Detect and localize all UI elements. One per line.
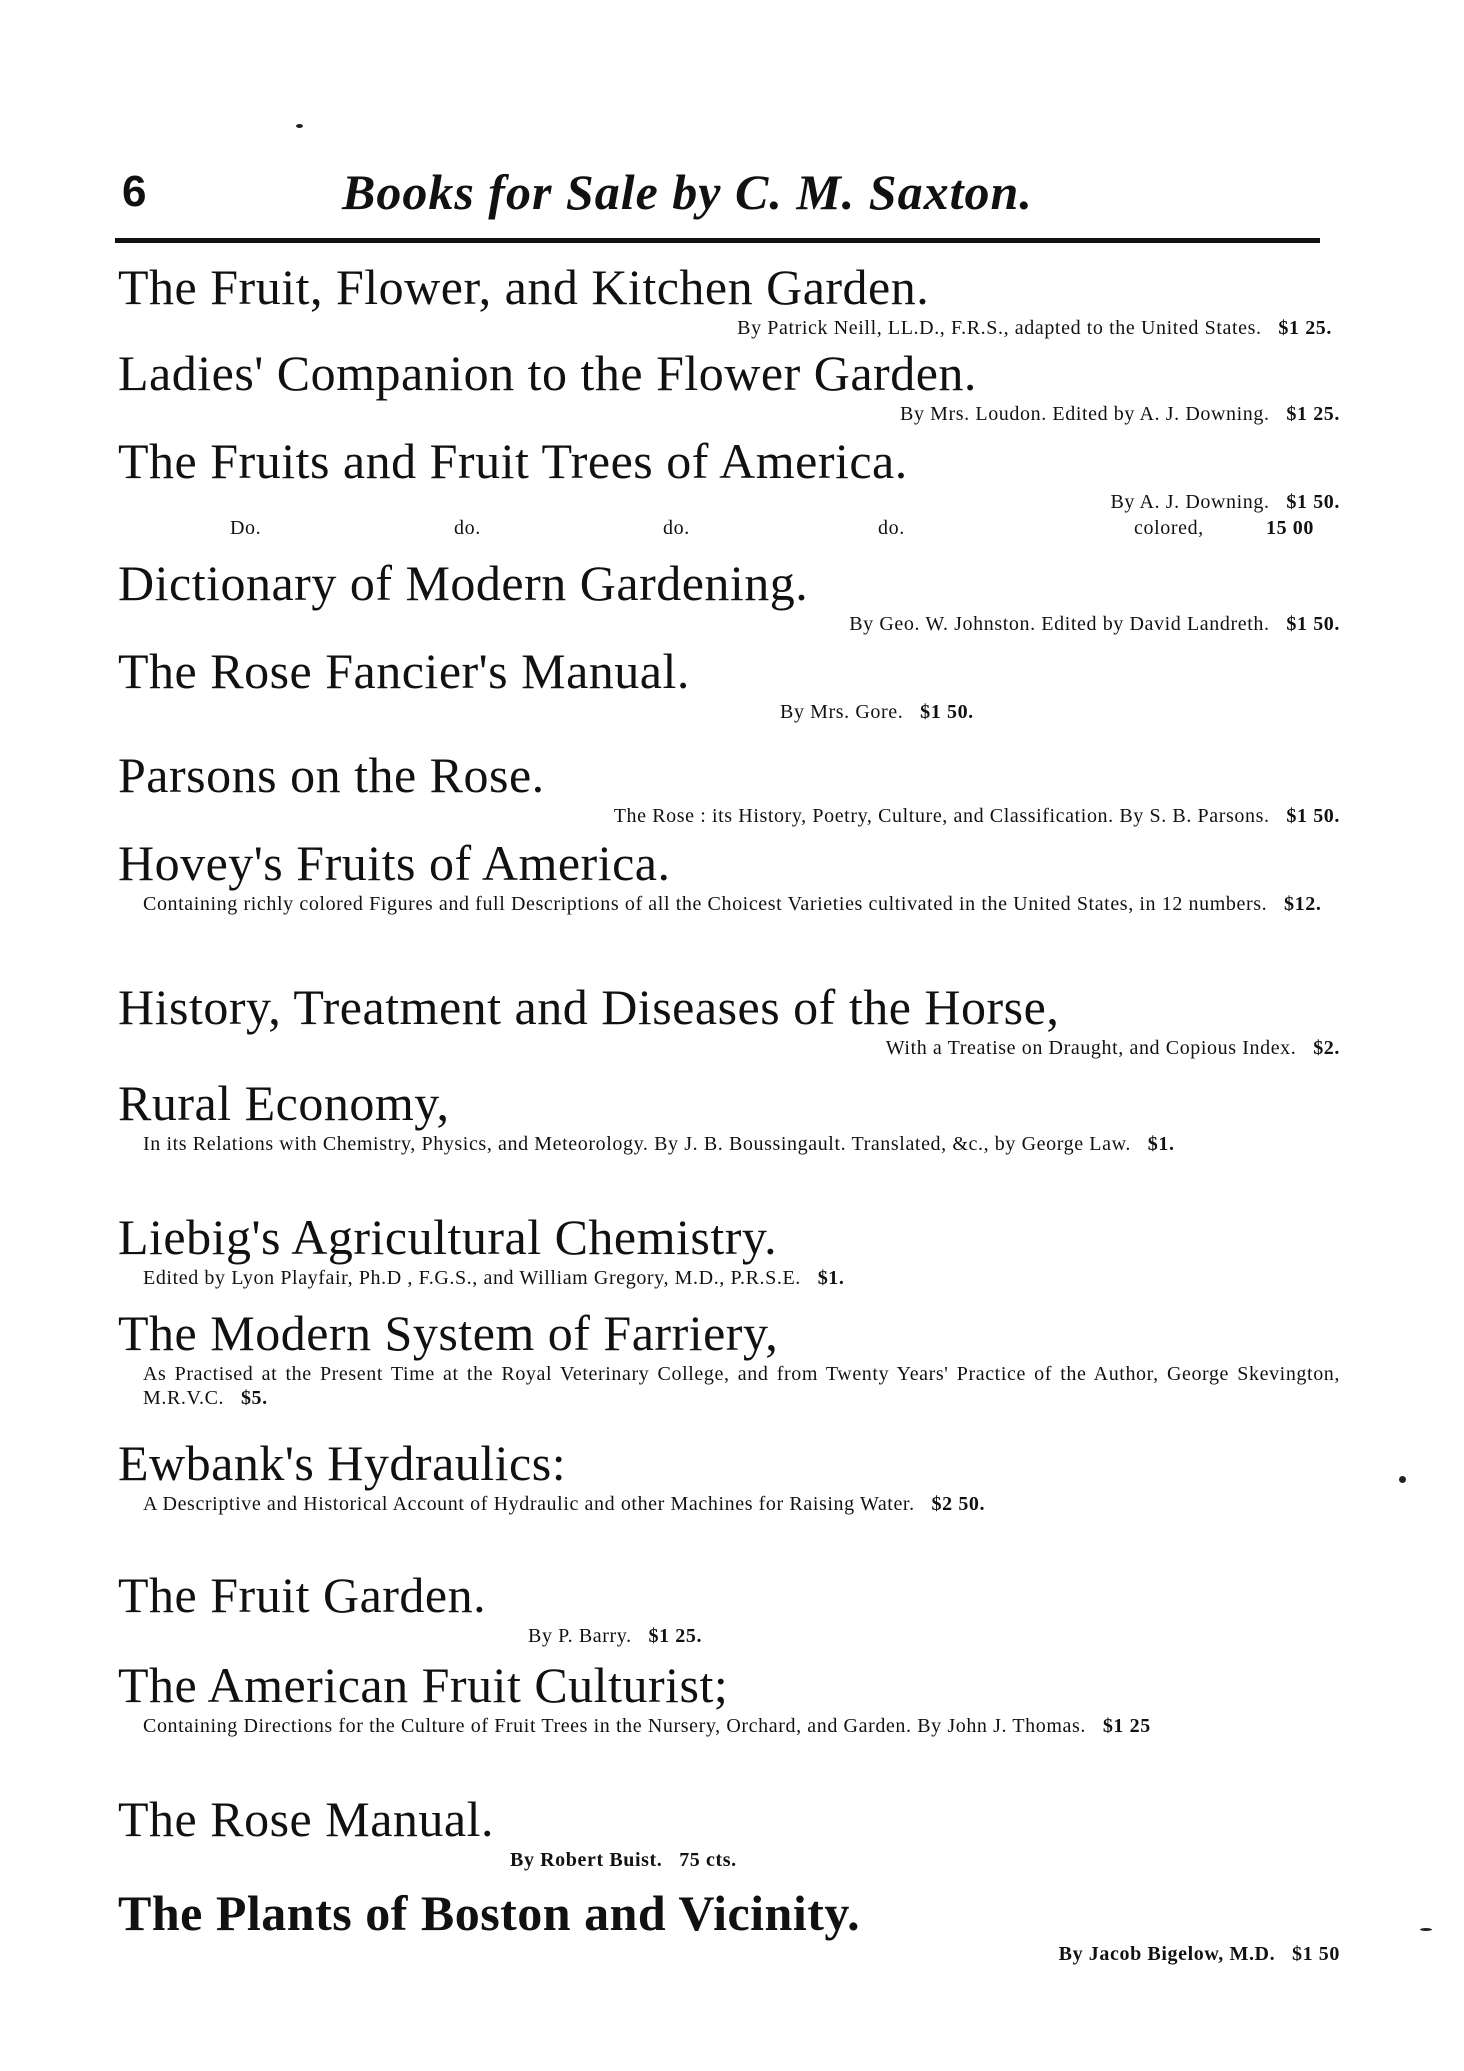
byline-text: By Mrs. Loudon. Edited by A. J. Downing. xyxy=(900,403,1270,425)
page-number: 6 xyxy=(122,167,147,216)
book-price: $1 50. xyxy=(1286,613,1340,635)
running-title: Books for Sale by C. M. Saxton. xyxy=(342,164,1033,220)
description-text: Containing richly colored Figures and full Descriptions of all the Choicest Varieties cultivated in the United States, in 12 numbers. xyxy=(143,893,1268,915)
book-byline xyxy=(118,1624,1340,1648)
book-entry xyxy=(118,834,1340,978)
scan-speck xyxy=(1399,1476,1406,1483)
byline-text: By Mrs. Gore. xyxy=(780,701,904,723)
book-title: Parsons on the Rose. xyxy=(118,747,545,803)
book-title: The Fruits and Fruit Trees of America. xyxy=(118,433,908,489)
book-description xyxy=(118,1714,1340,1738)
byline-text: Edited by Lyon Playfair, Ph.D , F.G.S., and William Gregory, M.D., P.R.S.E. xyxy=(143,1267,801,1289)
book-price: 75 cts. xyxy=(679,1849,737,1871)
book-price: $1 50. xyxy=(920,701,974,723)
book-entry xyxy=(118,258,1340,344)
book-entry xyxy=(118,1884,1340,1974)
book-byline xyxy=(118,1266,1340,1290)
book-price: $2 50. xyxy=(931,1493,986,1515)
byline-text: By P. Barry. xyxy=(528,1625,632,1647)
book-title: The American Fruit Culturist; xyxy=(118,1657,729,1713)
variant-row xyxy=(118,514,1340,542)
ditto-mark: do. xyxy=(878,517,905,539)
description-text: As Practised at the Present Time at the Royal Veterinary College, and from Twenty Years' Practice of the Author, George Skevington, M.R.V.C. xyxy=(143,1363,1340,1409)
book-price: $1 25. xyxy=(648,1625,703,1647)
byline-text: The Rose : its History, Poetry, Culture, and Classification. By S. B. Parsons. xyxy=(613,805,1270,827)
book-entry xyxy=(118,1074,1340,1208)
book-entry xyxy=(118,1790,1340,1884)
book-byline xyxy=(118,316,1340,340)
book-title: The Rose Fancier's Manual. xyxy=(118,643,690,699)
book-description xyxy=(118,1492,1340,1516)
book-title: The Fruit, Flower, and Kitchen Garden. xyxy=(118,259,930,315)
book-title: Rural Economy, xyxy=(118,1075,450,1131)
book-entry xyxy=(118,1566,1340,1656)
book-price: $1. xyxy=(1147,1133,1175,1155)
book-title: Liebig's Agricultural Chemistry. xyxy=(118,1209,778,1265)
book-title: The Modern System of Farriery, xyxy=(118,1305,779,1361)
book-list xyxy=(118,258,1340,1974)
book-price: $1 50. xyxy=(1286,805,1340,827)
book-description xyxy=(118,1132,1340,1156)
book-entry xyxy=(118,554,1340,642)
book-entry xyxy=(118,1656,1340,1790)
book-byline xyxy=(118,1942,1340,1966)
book-title: The Rose Manual. xyxy=(118,1791,494,1847)
book-entry xyxy=(118,1434,1340,1566)
ditto-mark: do. xyxy=(454,517,481,539)
book-price: $12. xyxy=(1284,893,1322,915)
book-price: $1 25 xyxy=(1102,1715,1151,1737)
book-byline xyxy=(118,700,1340,724)
book-title: Ewbank's Hydraulics: xyxy=(118,1435,567,1491)
scan-speck xyxy=(1420,1928,1432,1931)
book-byline xyxy=(118,1036,1340,1060)
byline-text: With a Treatise on Draught, and Copious Index. xyxy=(885,1037,1297,1059)
byline-text: By Geo. W. Johnston. Edited by David Landreth. xyxy=(849,613,1270,635)
ditto-mark: do. xyxy=(663,517,690,539)
book-entry xyxy=(118,344,1340,432)
description-text: A Descriptive and Historical Account of Hydraulic and other Machines for Raising Water. xyxy=(143,1493,915,1515)
book-price: $1 25. xyxy=(1286,403,1340,425)
variant-price: 15 00 xyxy=(1266,517,1314,539)
book-entry xyxy=(118,978,1340,1074)
book-price: $1 25. xyxy=(1278,317,1332,339)
book-description xyxy=(118,892,1340,916)
book-byline xyxy=(118,402,1340,426)
book-entry xyxy=(118,746,1340,834)
byline-text: By A. J. Downing. xyxy=(1110,491,1270,513)
book-price: $5. xyxy=(240,1387,268,1409)
book-title: Hovey's Fruits of America. xyxy=(118,835,671,891)
page-header xyxy=(120,162,1338,232)
byline-text: By Jacob Bigelow, M.D. xyxy=(1058,1943,1276,1965)
book-price: $2. xyxy=(1313,1037,1340,1059)
byline-text: By Robert Buist. xyxy=(510,1849,663,1871)
book-entry xyxy=(118,1208,1340,1304)
book-title: Dictionary of Modern Gardening. xyxy=(118,555,809,611)
book-title: Ladies' Companion to the Flower Garden. xyxy=(118,345,977,401)
header-rule xyxy=(115,238,1320,243)
book-byline xyxy=(118,612,1340,636)
book-entry xyxy=(118,642,1340,746)
book-description xyxy=(118,1362,1340,1410)
book-byline xyxy=(118,1848,1340,1872)
byline-text: By Patrick Neill, LL.D., F.R.S., adapted to the United States. xyxy=(737,317,1262,339)
scan-speck xyxy=(296,124,303,128)
book-title: History, Treatment and Diseases of the Horse, xyxy=(118,979,1060,1035)
book-title: The Fruit Garden. xyxy=(118,1567,487,1623)
variant-label: colored, xyxy=(1134,517,1204,539)
book-entry xyxy=(118,432,1340,554)
book-price: $1 50 xyxy=(1292,1943,1340,1965)
ditto-mark: Do. xyxy=(230,517,262,539)
description-text: Containing Directions for the Culture of Fruit Trees in the Nursery, Orchard, and Garden. By John J. Thomas. xyxy=(143,1715,1086,1737)
book-byline xyxy=(118,490,1340,514)
book-title: The Plants of Boston and Vicinity. xyxy=(118,1885,861,1941)
book-byline xyxy=(118,804,1340,828)
description-text: In its Relations with Chemistry, Physics, and Meteorology. By J. B. Boussingault. Translated, &c., by George Law. xyxy=(143,1133,1131,1155)
book-price: $1. xyxy=(817,1267,845,1289)
book-price: $1 50. xyxy=(1286,491,1340,513)
book-entry xyxy=(118,1304,1340,1434)
